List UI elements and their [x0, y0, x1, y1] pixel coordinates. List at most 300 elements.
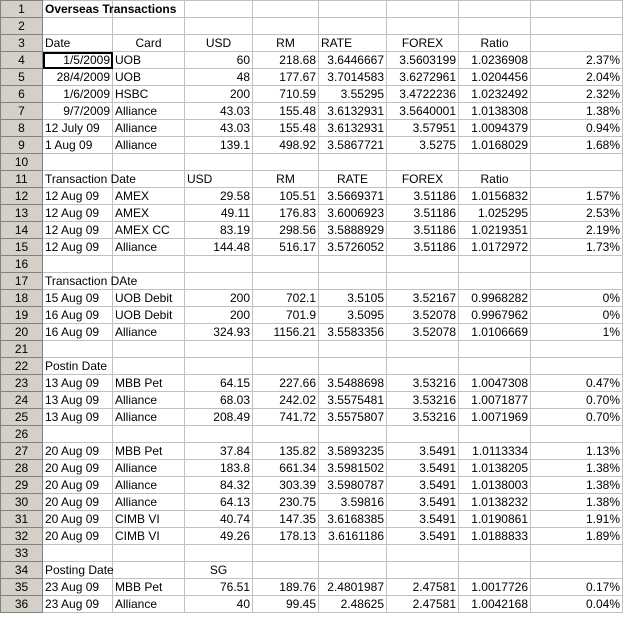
cell[interactable]: Date [43, 35, 113, 52]
cell[interactable]: 29.58 [185, 188, 253, 205]
cell[interactable]: 1.0172972 [459, 239, 531, 256]
cell[interactable]: 3.52078 [387, 324, 459, 341]
cell[interactable] [43, 545, 113, 562]
cell[interactable]: 1.0138205 [459, 460, 531, 477]
cell[interactable] [43, 341, 113, 358]
cell[interactable]: 12 July 09 [43, 120, 113, 137]
cell[interactable] [531, 18, 623, 35]
cell[interactable]: AMEX [113, 205, 185, 222]
cell[interactable]: 3.52078 [387, 307, 459, 324]
cell[interactable]: 242.02 [253, 392, 319, 409]
row-header[interactable]: 24 [1, 392, 43, 409]
cell[interactable]: 40 [185, 596, 253, 613]
cell[interactable]: 1.0204456 [459, 69, 531, 86]
row-header[interactable]: 27 [1, 443, 43, 460]
cell[interactable] [185, 18, 253, 35]
cell[interactable] [319, 358, 387, 375]
cell[interactable]: 12 Aug 09 [43, 222, 113, 239]
cell[interactable]: 741.72 [253, 409, 319, 426]
cell[interactable] [531, 154, 623, 171]
cell[interactable]: 144.48 [185, 239, 253, 256]
cell[interactable]: 3.57951 [387, 120, 459, 137]
cell[interactable]: MBB Pet [113, 579, 185, 596]
cell[interactable]: AMEX CC [113, 222, 185, 239]
cell[interactable]: 218.68 [253, 52, 319, 69]
row-header[interactable]: 9 [1, 137, 43, 154]
cell[interactable] [387, 1, 459, 18]
cell[interactable] [185, 426, 253, 443]
cell[interactable]: 0% [531, 307, 623, 324]
cell[interactable] [459, 256, 531, 273]
cell[interactable]: 147.35 [253, 511, 319, 528]
cell[interactable]: 1.0236908 [459, 52, 531, 69]
row-header[interactable]: 7 [1, 103, 43, 120]
cell[interactable]: 105.51 [253, 188, 319, 205]
cell[interactable]: MBB Pet [113, 443, 185, 460]
cell[interactable] [531, 358, 623, 375]
cell[interactable]: 13 Aug 09 [43, 375, 113, 392]
row-header[interactable]: 31 [1, 511, 43, 528]
cell[interactable]: Alliance [113, 120, 185, 137]
cell[interactable] [319, 273, 387, 290]
cell[interactable] [43, 426, 113, 443]
cell[interactable]: 3.59816 [319, 494, 387, 511]
cell[interactable]: HSBC [113, 86, 185, 103]
cell[interactable]: 3.51186 [387, 188, 459, 205]
cell[interactable]: 3.5583356 [319, 324, 387, 341]
cell[interactable]: 3.5575807 [319, 409, 387, 426]
cell[interactable]: 64.13 [185, 494, 253, 511]
cell[interactable]: 2.47581 [387, 596, 459, 613]
row-header[interactable]: 20 [1, 324, 43, 341]
cell[interactable]: 139.1 [185, 137, 253, 154]
cell[interactable]: 20 Aug 09 [43, 528, 113, 545]
cell[interactable]: 3.5491 [387, 460, 459, 477]
cell[interactable]: 702.1 [253, 290, 319, 307]
cell[interactable]: 40.74 [185, 511, 253, 528]
cell[interactable]: 1.0138003 [459, 477, 531, 494]
cell[interactable]: 3.5491 [387, 511, 459, 528]
cell[interactable]: 13 Aug 09 [43, 392, 113, 409]
cell[interactable]: 324.93 [185, 324, 253, 341]
cell[interactable] [531, 426, 623, 443]
cell[interactable]: 23 Aug 09 [43, 596, 113, 613]
cell[interactable]: 3.5640001 [387, 103, 459, 120]
cell[interactable] [253, 562, 319, 579]
cell[interactable]: 0.9968282 [459, 290, 531, 307]
cell[interactable] [459, 545, 531, 562]
cell[interactable] [113, 256, 185, 273]
cell[interactable]: USD [185, 171, 253, 188]
cell[interactable]: 3.5980787 [319, 477, 387, 494]
cell[interactable] [113, 358, 185, 375]
row-header[interactable]: 21 [1, 341, 43, 358]
cell[interactable] [113, 545, 185, 562]
cell[interactable]: 1.0071969 [459, 409, 531, 426]
cell[interactable]: Alliance [113, 239, 185, 256]
row-header[interactable]: 14 [1, 222, 43, 239]
cell[interactable]: Alliance [113, 324, 185, 341]
row-header[interactable]: 5 [1, 69, 43, 86]
row-header[interactable]: 35 [1, 579, 43, 596]
cell[interactable]: 710.59 [253, 86, 319, 103]
cell[interactable]: 12 Aug 09 [43, 205, 113, 222]
cell[interactable]: 0% [531, 290, 623, 307]
cell[interactable]: AMEX [113, 188, 185, 205]
cell[interactable]: FOREX [387, 171, 459, 188]
cell[interactable] [319, 154, 387, 171]
cell[interactable] [387, 154, 459, 171]
cell[interactable] [531, 545, 623, 562]
cell[interactable]: 135.82 [253, 443, 319, 460]
cell[interactable] [319, 341, 387, 358]
cell[interactable]: 3.52167 [387, 290, 459, 307]
cell[interactable] [185, 256, 253, 273]
cell[interactable]: 1.0047308 [459, 375, 531, 392]
cell[interactable]: 3.5491 [387, 528, 459, 545]
cell[interactable]: 3.5275 [387, 137, 459, 154]
cell[interactable]: 60 [185, 52, 253, 69]
cell[interactable] [253, 273, 319, 290]
row-header[interactable]: 12 [1, 188, 43, 205]
cell[interactable]: 28/4/2009 [43, 69, 113, 86]
cell[interactable] [113, 426, 185, 443]
cell[interactable]: 3.55295 [319, 86, 387, 103]
cell[interactable]: 3.6168385 [319, 511, 387, 528]
cell[interactable]: 1.91% [531, 511, 623, 528]
cell[interactable]: UOB [113, 69, 185, 86]
row-header[interactable]: 16 [1, 256, 43, 273]
cell[interactable] [113, 562, 185, 579]
cell[interactable]: 1.38% [531, 477, 623, 494]
cell[interactable] [319, 426, 387, 443]
cell[interactable] [387, 426, 459, 443]
cell[interactable] [319, 545, 387, 562]
cell[interactable]: 3.5893235 [319, 443, 387, 460]
cell[interactable]: RM [253, 35, 319, 52]
row-header[interactable]: 6 [1, 86, 43, 103]
cell[interactable] [387, 545, 459, 562]
row-header[interactable]: 26 [1, 426, 43, 443]
cell[interactable] [459, 1, 531, 18]
cell[interactable]: 3.5491 [387, 443, 459, 460]
cell[interactable] [531, 1, 623, 18]
cell[interactable]: 49.26 [185, 528, 253, 545]
cell[interactable]: 3.6006923 [319, 205, 387, 222]
cell[interactable]: 2.32% [531, 86, 623, 103]
cell[interactable]: Card [113, 35, 185, 52]
cell[interactable]: 155.48 [253, 120, 319, 137]
cell[interactable]: 1.0138308 [459, 103, 531, 120]
cell[interactable]: Alliance [113, 494, 185, 511]
cell[interactable]: 2.53% [531, 205, 623, 222]
cell[interactable]: RM [253, 171, 319, 188]
cell[interactable]: 661.34 [253, 460, 319, 477]
cell[interactable] [387, 358, 459, 375]
cell[interactable]: Alliance [113, 477, 185, 494]
cell[interactable]: Alliance [113, 103, 185, 120]
cell[interactable]: 516.17 [253, 239, 319, 256]
cell[interactable]: Posting Date [43, 562, 113, 579]
cell[interactable]: 1.0113334 [459, 443, 531, 460]
cell[interactable]: 2.19% [531, 222, 623, 239]
cell[interactable]: 15 Aug 09 [43, 290, 113, 307]
cell[interactable]: Postin Date [43, 358, 113, 375]
cell[interactable]: 0.94% [531, 120, 623, 137]
cell[interactable] [319, 1, 387, 18]
cell[interactable] [253, 358, 319, 375]
cell[interactable]: 1.0219351 [459, 222, 531, 239]
cell[interactable]: 84.32 [185, 477, 253, 494]
cell[interactable] [185, 273, 253, 290]
cell[interactable]: Ratio [459, 171, 531, 188]
row-header[interactable]: 2 [1, 18, 43, 35]
row-header[interactable]: 25 [1, 409, 43, 426]
cell[interactable]: 0.70% [531, 409, 623, 426]
cell[interactable] [531, 256, 623, 273]
cell[interactable]: 3.6161186 [319, 528, 387, 545]
cell[interactable] [319, 256, 387, 273]
row-header[interactable]: 30 [1, 494, 43, 511]
cell[interactable]: 20 Aug 09 [43, 443, 113, 460]
cell[interactable]: 298.56 [253, 222, 319, 239]
cell[interactable]: 2.37% [531, 52, 623, 69]
cell[interactable] [319, 18, 387, 35]
cell[interactable]: 1.0156832 [459, 188, 531, 205]
cell[interactable] [459, 562, 531, 579]
cell[interactable]: 189.76 [253, 579, 319, 596]
cell[interactable]: USD [185, 35, 253, 52]
cell[interactable]: Overseas Transactions [43, 1, 113, 18]
cell[interactable] [459, 358, 531, 375]
cell[interactable]: 498.92 [253, 137, 319, 154]
cell[interactable]: 1.68% [531, 137, 623, 154]
cell[interactable]: 1.0188833 [459, 528, 531, 545]
cell[interactable] [459, 154, 531, 171]
row-header[interactable]: 33 [1, 545, 43, 562]
cell[interactable]: 68.03 [185, 392, 253, 409]
cell[interactable]: MBB Pet [113, 375, 185, 392]
cell[interactable] [387, 341, 459, 358]
cell[interactable]: 37.84 [185, 443, 253, 460]
cell[interactable] [253, 1, 319, 18]
cell[interactable] [113, 154, 185, 171]
cell[interactable]: 12 Aug 09 [43, 188, 113, 205]
cell[interactable]: 2.4801987 [319, 579, 387, 596]
cell[interactable]: 3.51186 [387, 222, 459, 239]
cell[interactable]: 230.75 [253, 494, 319, 511]
cell[interactable]: UOB [113, 52, 185, 69]
cell[interactable]: 1/6/2009 [43, 86, 113, 103]
cell[interactable]: 1.13% [531, 443, 623, 460]
cell[interactable] [185, 154, 253, 171]
cell[interactable] [43, 154, 113, 171]
cell[interactable]: Alliance [113, 409, 185, 426]
cell[interactable]: Alliance [113, 392, 185, 409]
row-header[interactable]: 3 [1, 35, 43, 52]
cell[interactable] [253, 256, 319, 273]
cell[interactable]: 0.04% [531, 596, 623, 613]
cell[interactable]: UOB Debit [113, 307, 185, 324]
cell[interactable]: 1.73% [531, 239, 623, 256]
cell[interactable]: 3.53216 [387, 409, 459, 426]
cell[interactable]: 3.5867721 [319, 137, 387, 154]
cell[interactable]: 43.03 [185, 103, 253, 120]
cell[interactable]: RATE [319, 35, 387, 52]
row-header[interactable]: 18 [1, 290, 43, 307]
cell[interactable]: CIMB VI [113, 511, 185, 528]
cell[interactable] [185, 1, 253, 18]
cell[interactable]: 0.17% [531, 579, 623, 596]
cell[interactable]: 3.51186 [387, 239, 459, 256]
cell[interactable] [43, 256, 113, 273]
cell[interactable]: 208.49 [185, 409, 253, 426]
cell[interactable]: 64.15 [185, 375, 253, 392]
cell[interactable] [459, 341, 531, 358]
cell[interactable]: 3.6272961 [387, 69, 459, 86]
cell[interactable]: 20 Aug 09 [43, 460, 113, 477]
cell[interactable]: 1.0232492 [459, 86, 531, 103]
cell[interactable]: 1.38% [531, 460, 623, 477]
cell[interactable]: 1.38% [531, 494, 623, 511]
cell[interactable] [531, 35, 623, 52]
cell[interactable]: 83.19 [185, 222, 253, 239]
cell[interactable]: Transaction Date [43, 171, 113, 188]
cell[interactable]: 0.9967962 [459, 307, 531, 324]
cell[interactable] [253, 18, 319, 35]
cell[interactable]: 200 [185, 307, 253, 324]
cell[interactable] [459, 426, 531, 443]
cell[interactable]: UOB Debit [113, 290, 185, 307]
cell[interactable]: 1156.21 [253, 324, 319, 341]
cell[interactable] [319, 562, 387, 579]
cell[interactable]: 43.03 [185, 120, 253, 137]
cell[interactable]: 3.5105 [319, 290, 387, 307]
cell[interactable]: 0.47% [531, 375, 623, 392]
row-header[interactable]: 11 [1, 171, 43, 188]
cell[interactable] [185, 545, 253, 562]
row-header[interactable]: 10 [1, 154, 43, 171]
cell[interactable]: 155.48 [253, 103, 319, 120]
cell[interactable]: 1.0138232 [459, 494, 531, 511]
cell[interactable]: Alliance [113, 137, 185, 154]
cell[interactable] [531, 562, 623, 579]
cell[interactable]: Alliance [113, 460, 185, 477]
cell[interactable]: 1.0042168 [459, 596, 531, 613]
cell[interactable]: 200 [185, 86, 253, 103]
cell[interactable]: 3.53216 [387, 392, 459, 409]
cell[interactable]: 1.0017726 [459, 579, 531, 596]
row-header[interactable]: 4 [1, 52, 43, 69]
cell[interactable]: 1.0094379 [459, 120, 531, 137]
cell[interactable]: 1.38% [531, 103, 623, 120]
cell[interactable] [387, 18, 459, 35]
cell[interactable] [185, 358, 253, 375]
cell[interactable]: 3.5491 [387, 494, 459, 511]
row-header[interactable]: 15 [1, 239, 43, 256]
cell[interactable]: 1.0190861 [459, 511, 531, 528]
cell[interactable]: 178.13 [253, 528, 319, 545]
cell[interactable]: 200 [185, 290, 253, 307]
cell[interactable]: 1.89% [531, 528, 623, 545]
cell[interactable]: Transaction DAte [43, 273, 113, 290]
cell[interactable] [113, 341, 185, 358]
cell[interactable]: 2.48625 [319, 596, 387, 613]
cell[interactable] [387, 256, 459, 273]
cell[interactable]: 3.5603199 [387, 52, 459, 69]
cell[interactable]: 48 [185, 69, 253, 86]
cell[interactable]: 3.6132931 [319, 120, 387, 137]
cell[interactable]: 12 Aug 09 [43, 239, 113, 256]
cell[interactable]: 3.4722236 [387, 86, 459, 103]
cell[interactable]: 3.6132931 [319, 103, 387, 120]
cell[interactable]: 303.39 [253, 477, 319, 494]
cell[interactable] [113, 18, 185, 35]
cell[interactable]: 1% [531, 324, 623, 341]
cell[interactable]: 20 Aug 09 [43, 511, 113, 528]
cell[interactable]: 1.0071877 [459, 392, 531, 409]
cell[interactable] [253, 426, 319, 443]
cell[interactable]: 3.53216 [387, 375, 459, 392]
cell[interactable] [459, 273, 531, 290]
cell[interactable]: Ratio [459, 35, 531, 52]
row-header[interactable]: 17 [1, 273, 43, 290]
cell[interactable]: 177.67 [253, 69, 319, 86]
cell[interactable]: 3.5491 [387, 477, 459, 494]
cell[interactable]: 183.8 [185, 460, 253, 477]
cell[interactable]: 176.83 [253, 205, 319, 222]
cell[interactable]: 1.57% [531, 188, 623, 205]
cell[interactable] [185, 341, 253, 358]
cell[interactable]: 701.9 [253, 307, 319, 324]
cell[interactable]: 13 Aug 09 [43, 409, 113, 426]
cell[interactable]: 1 Aug 09 [43, 137, 113, 154]
cell[interactable]: 2.47581 [387, 579, 459, 596]
cell[interactable]: 0.70% [531, 392, 623, 409]
cell[interactable]: Alliance [113, 596, 185, 613]
cell[interactable] [43, 18, 113, 35]
cell[interactable]: FOREX [387, 35, 459, 52]
cell[interactable]: 3.5669371 [319, 188, 387, 205]
cell[interactable]: 3.5488698 [319, 375, 387, 392]
cell[interactable]: SG [185, 562, 253, 579]
cell[interactable]: 3.7014583 [319, 69, 387, 86]
cell[interactable] [531, 171, 623, 188]
cell[interactable]: 3.5888929 [319, 222, 387, 239]
row-header[interactable]: 13 [1, 205, 43, 222]
cell[interactable]: 3.51186 [387, 205, 459, 222]
cell[interactable] [531, 273, 623, 290]
cell[interactable]: 76.51 [185, 579, 253, 596]
cell[interactable] [531, 341, 623, 358]
cell[interactable]: 49.11 [185, 205, 253, 222]
row-header[interactable]: 22 [1, 358, 43, 375]
cell[interactable]: 3.5575481 [319, 392, 387, 409]
row-header[interactable]: 8 [1, 120, 43, 137]
cell[interactable]: 2.04% [531, 69, 623, 86]
row-header[interactable]: 29 [1, 477, 43, 494]
cell[interactable] [387, 273, 459, 290]
row-header[interactable]: 1 [1, 1, 43, 18]
cell[interactable]: CIMB VI [113, 528, 185, 545]
cell[interactable]: 3.5981502 [319, 460, 387, 477]
cell[interactable]: 3.5095 [319, 307, 387, 324]
cell[interactable]: 3.6446667 [319, 52, 387, 69]
cell[interactable]: 20 Aug 09 [43, 477, 113, 494]
row-header[interactable]: 36 [1, 596, 43, 613]
cell[interactable]: 1.025295 [459, 205, 531, 222]
cell[interactable]: 3.5726052 [319, 239, 387, 256]
